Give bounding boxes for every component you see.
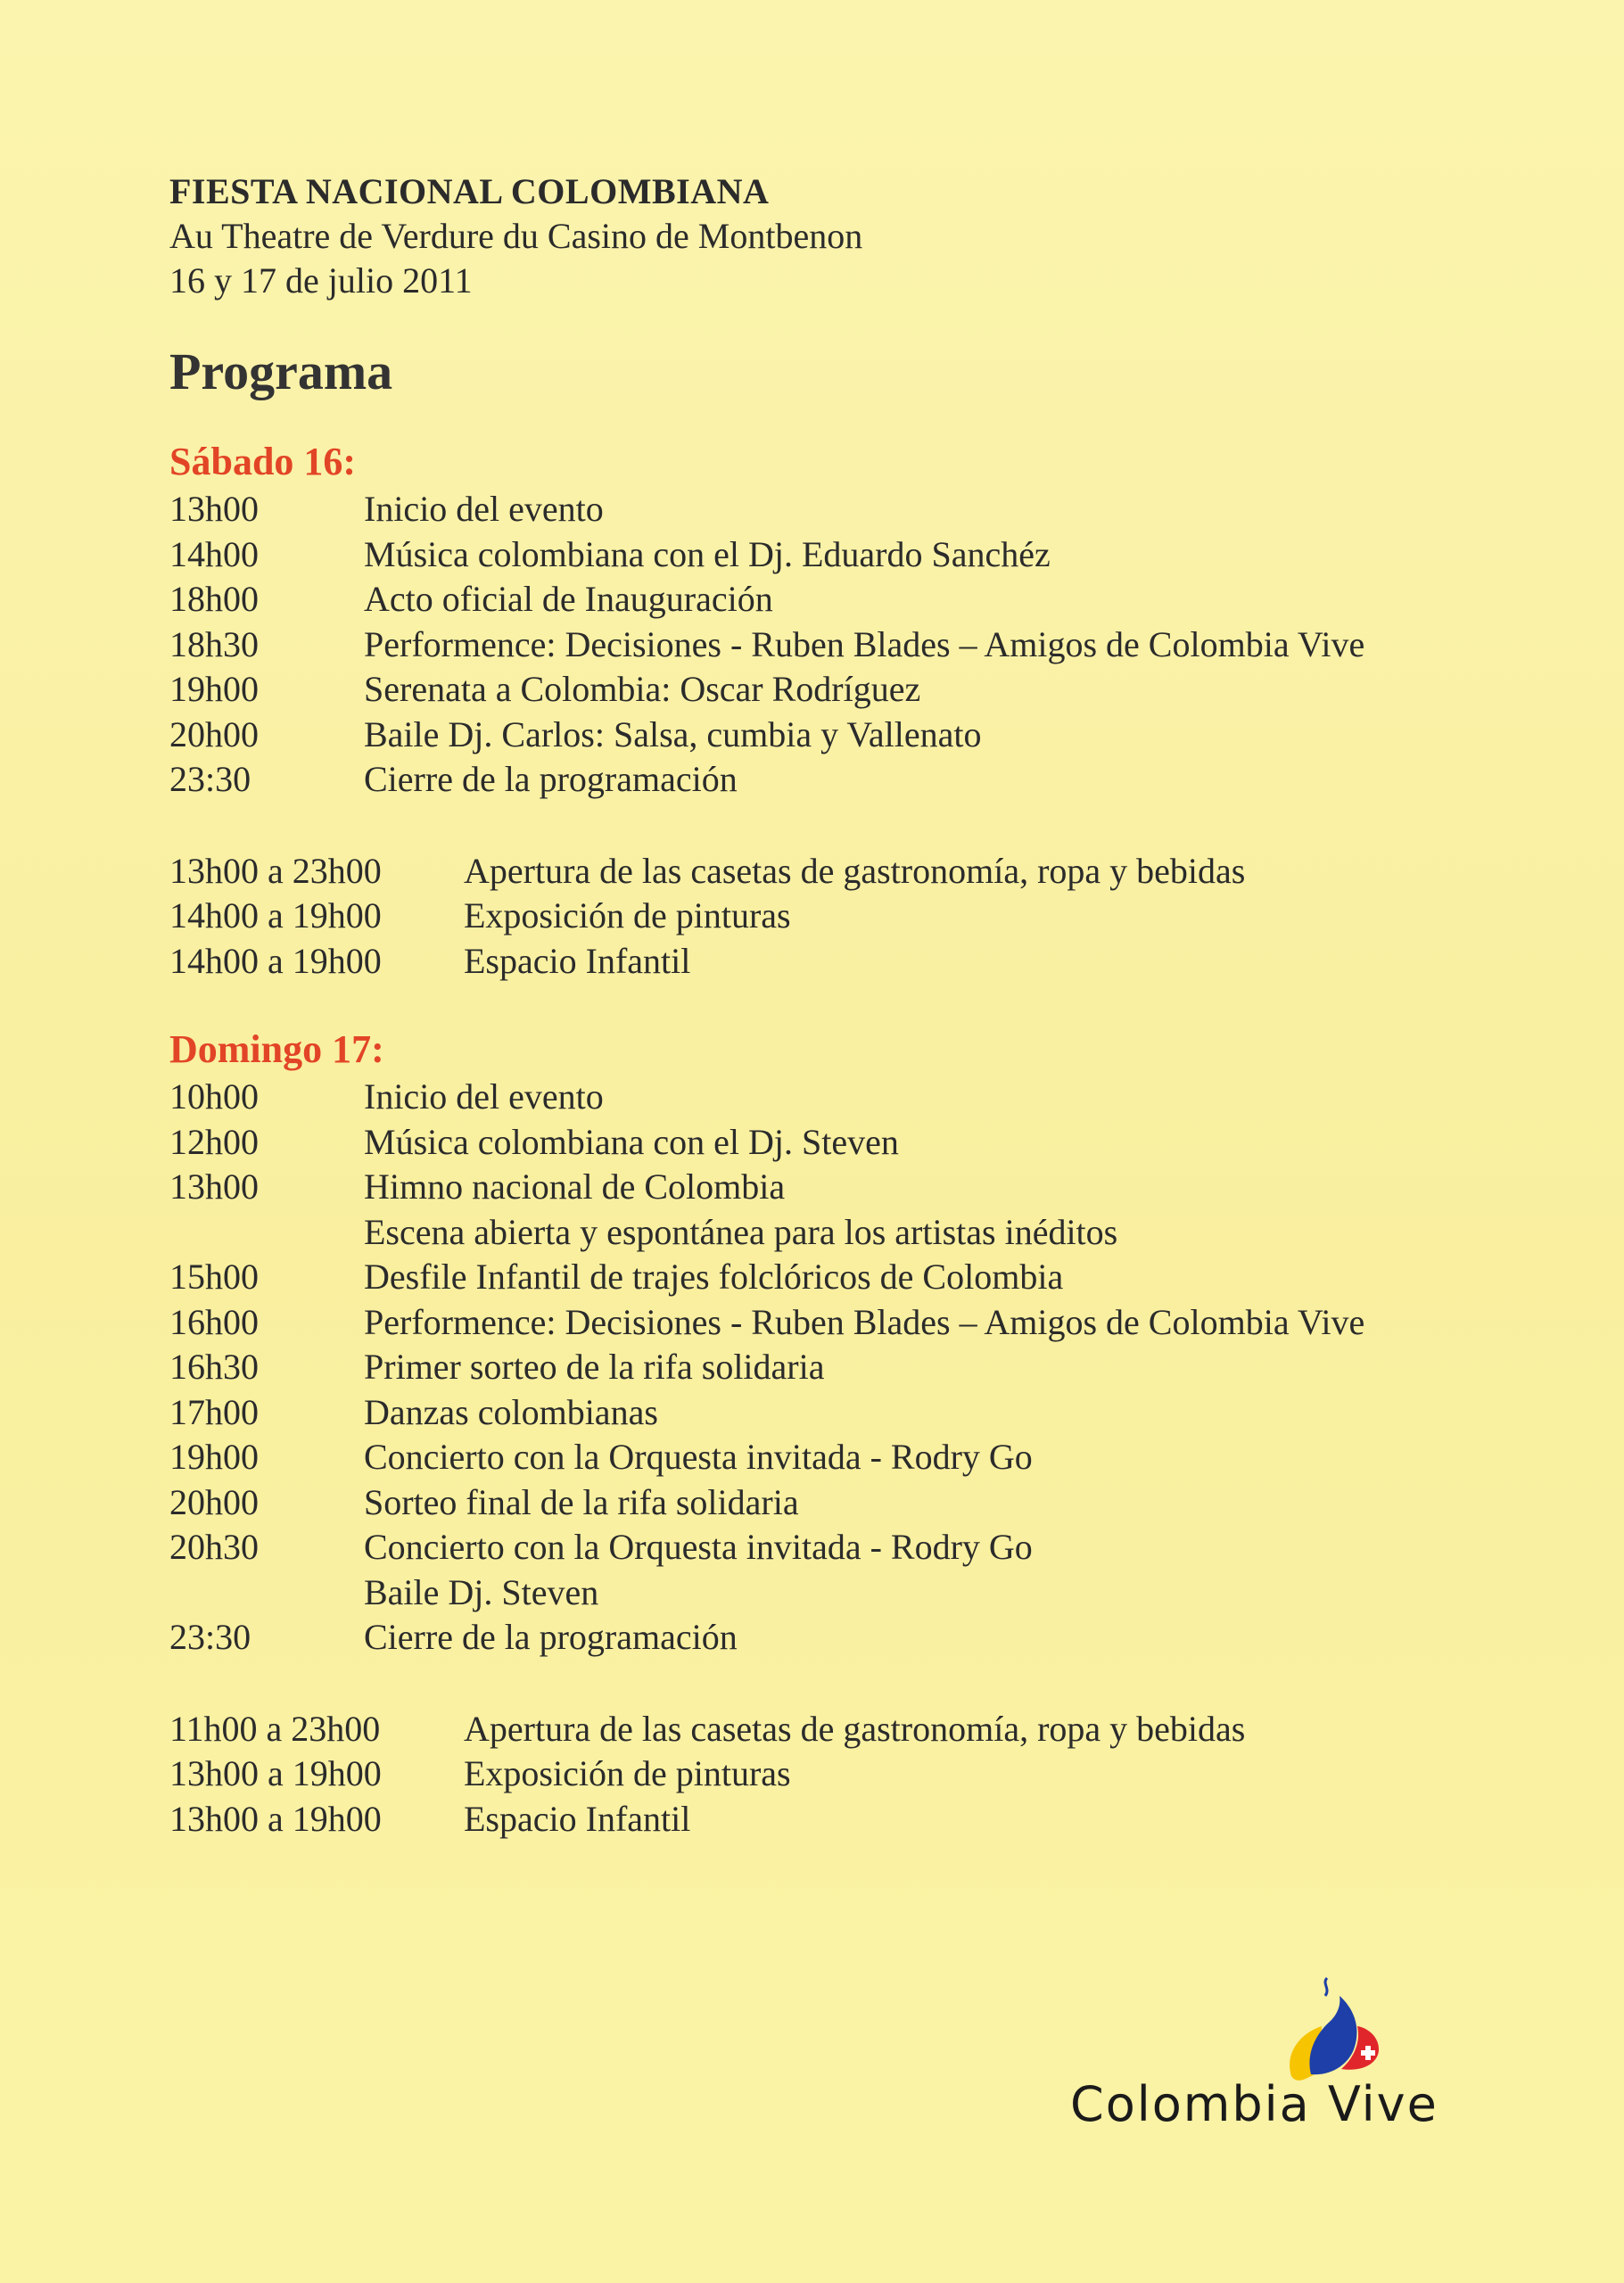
schedule-time bbox=[169, 1570, 364, 1616]
range-time: 13h00 a 23h00 bbox=[169, 850, 382, 891]
schedule-row bbox=[169, 1210, 1507, 1256]
range-row bbox=[169, 1751, 1507, 1797]
saturday-ranges bbox=[169, 849, 1507, 985]
schedule-row bbox=[169, 1570, 1507, 1616]
schedule-activity: Himno nacional de Colombia bbox=[364, 1166, 786, 1207]
schedule-time: 20h00 bbox=[169, 713, 259, 754]
schedule-row bbox=[169, 1300, 1507, 1346]
sunday-ranges bbox=[169, 1707, 1507, 1842]
schedule-activity: Sorteo final de la rifa solidaria bbox=[364, 1481, 799, 1522]
sunday-title: Domingo 17: bbox=[169, 1027, 384, 1071]
schedule-row bbox=[169, 487, 1507, 532]
schedule-activity: Escena abierta y espontánea para los artistas inéditos bbox=[364, 1211, 1118, 1252]
schedule-time: 13h00 bbox=[169, 1166, 259, 1207]
schedule-row bbox=[169, 757, 1507, 803]
schedule-row bbox=[169, 1120, 1507, 1166]
schedule-time: 20h00 bbox=[169, 1481, 259, 1522]
schedule-row bbox=[169, 1480, 1507, 1526]
range-activity: Exposición de pinturas bbox=[464, 895, 791, 935]
range-time: 14h00 a 19h00 bbox=[169, 940, 382, 981]
schedule-time: 14h00 bbox=[169, 533, 259, 574]
schedule-row bbox=[169, 1255, 1507, 1300]
schedule-activity: Danzas colombianas bbox=[364, 1391, 658, 1432]
schedule-activity: Concierto con la Orquesta invitada - Rodry Go bbox=[364, 1437, 1033, 1477]
schedule-row bbox=[169, 1390, 1507, 1436]
saturday-title: Sábado 16: bbox=[169, 440, 357, 483]
schedule-time: 16h30 bbox=[169, 1347, 259, 1387]
schedule-time: 10h00 bbox=[169, 1076, 259, 1117]
schedule-activity: Performence: Decisiones - Ruben Blades – Amigos de Colombia Vive bbox=[364, 1301, 1365, 1342]
header bbox=[169, 169, 1507, 303]
schedule-activity: Primer sorteo de la rifa solidaria bbox=[364, 1347, 825, 1387]
saturday-schedule bbox=[169, 487, 1507, 803]
sunday-schedule bbox=[169, 1075, 1507, 1661]
schedule-activity: Desfile Infantil de trajes folclóricos de Colombia bbox=[364, 1257, 1064, 1297]
range-time: 14h00 a 19h00 bbox=[169, 895, 382, 935]
schedule-time: 15h00 bbox=[169, 1257, 259, 1297]
schedule-time: 19h00 bbox=[169, 669, 259, 709]
schedule-row bbox=[169, 1525, 1507, 1570]
schedule-time: 19h00 bbox=[169, 1437, 259, 1477]
program-title: Programa bbox=[169, 342, 393, 400]
colombia-vive-logo bbox=[1070, 1971, 1439, 2140]
schedule-row bbox=[169, 1075, 1507, 1120]
event-title: FIESTA NACIONAL COLOMBIANA bbox=[169, 171, 770, 211]
range-activity: Espacio Infantil bbox=[464, 940, 691, 981]
range-activity: Exposición de pinturas bbox=[464, 1753, 791, 1793]
range-row bbox=[169, 849, 1507, 894]
schedule-time: 16h00 bbox=[169, 1301, 259, 1342]
schedule-time: 18h00 bbox=[169, 579, 259, 619]
range-activity: Apertura de las casetas de gastronomía, ropa y bebidas bbox=[464, 850, 1246, 891]
schedule-activity: Inicio del evento bbox=[364, 1076, 604, 1117]
schedule-activity: Baile Dj. Steven bbox=[364, 1571, 599, 1612]
schedule-activity: Acto oficial de Inauguración bbox=[364, 579, 773, 619]
schedule-time: 23:30 bbox=[169, 1617, 251, 1657]
schedule-row bbox=[169, 1345, 1507, 1390]
schedule-activity: Inicio del evento bbox=[364, 489, 604, 529]
schedule-row bbox=[169, 532, 1507, 578]
schedule-time: 23:30 bbox=[169, 759, 251, 799]
event-dates: 16 y 17 de julio 2011 bbox=[169, 260, 473, 301]
schedule-activity: Performence: Decisiones - Ruben Blades – Amigos de Colombia Vive bbox=[364, 623, 1365, 664]
logo-text: Colombia Vive bbox=[1070, 2076, 1439, 2132]
schedule-activity: Concierto con la Orquesta invitada - Rodry Go bbox=[364, 1527, 1033, 1567]
schedule-row bbox=[169, 577, 1507, 622]
flourish-stroke bbox=[1325, 1978, 1327, 1996]
schedule-activity: Cierre de la programación bbox=[364, 759, 738, 799]
range-row bbox=[169, 939, 1507, 985]
schedule-activity: Cierre de la programación bbox=[364, 1617, 738, 1657]
schedule-time: 18h30 bbox=[169, 623, 259, 664]
schedule-row bbox=[169, 667, 1507, 713]
schedule-row bbox=[169, 1615, 1507, 1661]
schedule-activity: Serenata a Colombia: Oscar Rodríguez bbox=[364, 669, 921, 709]
schedule-time: 20h30 bbox=[169, 1527, 259, 1567]
schedule-activity: Música colombiana con el Dj. Eduardo Sanchéz bbox=[364, 533, 1051, 574]
schedule-activity: Baile Dj. Carlos: Salsa, cumbia y Vallenato bbox=[364, 713, 982, 754]
range-row bbox=[169, 1797, 1507, 1842]
schedule-time: 13h00 bbox=[169, 489, 259, 529]
range-time: 13h00 a 19h00 bbox=[169, 1753, 382, 1793]
schedule-row bbox=[169, 1165, 1507, 1210]
schedule-time: 12h00 bbox=[169, 1121, 259, 1162]
range-row bbox=[169, 1707, 1507, 1752]
program-document bbox=[169, 169, 1507, 1842]
schedule-row bbox=[169, 622, 1507, 668]
range-activity: Apertura de las casetas de gastronomía, ropa y bebidas bbox=[464, 1708, 1246, 1749]
range-activity: Espacio Infantil bbox=[464, 1798, 691, 1839]
schedule-time bbox=[169, 1210, 364, 1256]
swiss-cross-horizontal bbox=[1361, 2050, 1375, 2056]
event-venue: Au Theatre de Verdure du Casino de Montbenon bbox=[169, 216, 863, 256]
schedule-row bbox=[169, 713, 1507, 758]
schedule-activity: Música colombiana con el Dj. Steven bbox=[364, 1121, 899, 1162]
range-time: 13h00 a 19h00 bbox=[169, 1798, 382, 1839]
schedule-row bbox=[169, 1435, 1507, 1480]
range-row bbox=[169, 894, 1507, 939]
schedule-time: 17h00 bbox=[169, 1391, 259, 1432]
range-time: 11h00 a 23h00 bbox=[169, 1708, 381, 1749]
